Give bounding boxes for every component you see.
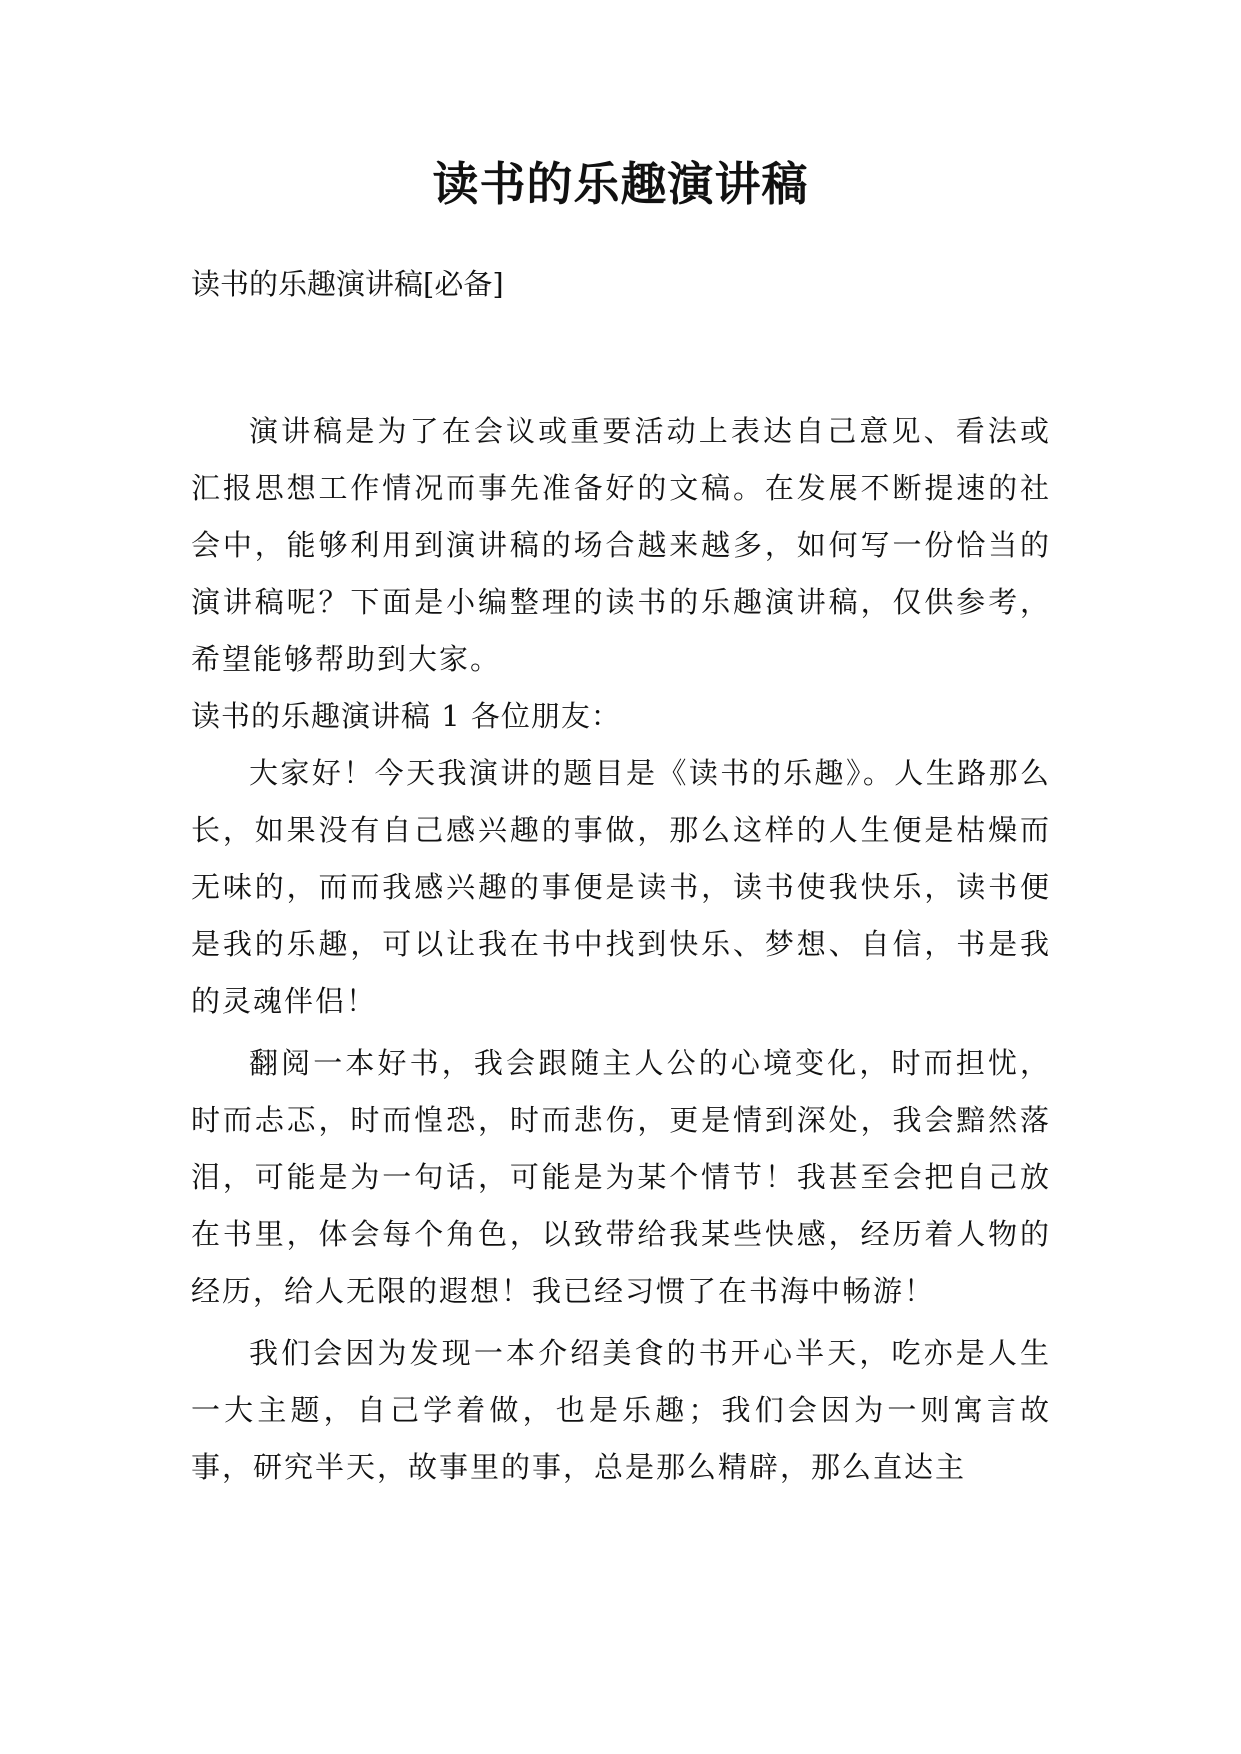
paragraph-intro: 演讲稿是为了在会议或重要活动上表达自己意见、看法或汇报思想工作情况而事先准备好的文稿。在发展不断提速的社会中，能够利用到演讲稿的场合越来越多，如何写一份恰当的演讲稿呢？下面是小编整理的读书的乐趣演讲稿，仅供参考，希望能够帮助到大家。 — [191, 414, 1051, 676]
paragraph-food-book: 我们会因为发现一本介绍美食的书开心半天，吃亦是人生一大主题，自己学着做，也是乐趣；我们会因为一则寓言故事，研究半天，故事里的事，总是那么精辟，那么直达主 — [191, 1336, 1051, 1484]
document-body — [191, 403, 1051, 1496]
section-heading: 读书的乐趣演讲稿 1 各位朋友： — [191, 699, 621, 733]
document-title: 读书的乐趣演讲稿 — [432, 157, 809, 211]
document-subtitle: 读书的乐趣演讲稿[必备] — [191, 267, 504, 301]
paragraph-reading-experience: 翻阅一本好书，我会跟随主人公的心境变化，时而担忧，时而忐忑，时而惶恐，时而悲伤，更是情到深处，我会黯然落泪，可能是为一句话，可能是为某个情节！我甚至会把自己放在书里，体会每个角色，以致带给我某些快感，经历着人物的经历，给人无限的遐想！我已经习惯了在书海中畅游！ — [191, 1046, 1051, 1308]
paragraph-greeting: 大家好！今天我演讲的题目是《读书的乐趣》。人生路那么长，如果没有自己感兴趣的事做，那么这样的人生便是枯燥而无味的，而而我感兴趣的事便是读书，读书使我快乐，读书便是我的乐趣，可以让我在书中找到快乐、梦想、自信，书是我的灵魂伴侣！ — [191, 756, 1051, 1018]
